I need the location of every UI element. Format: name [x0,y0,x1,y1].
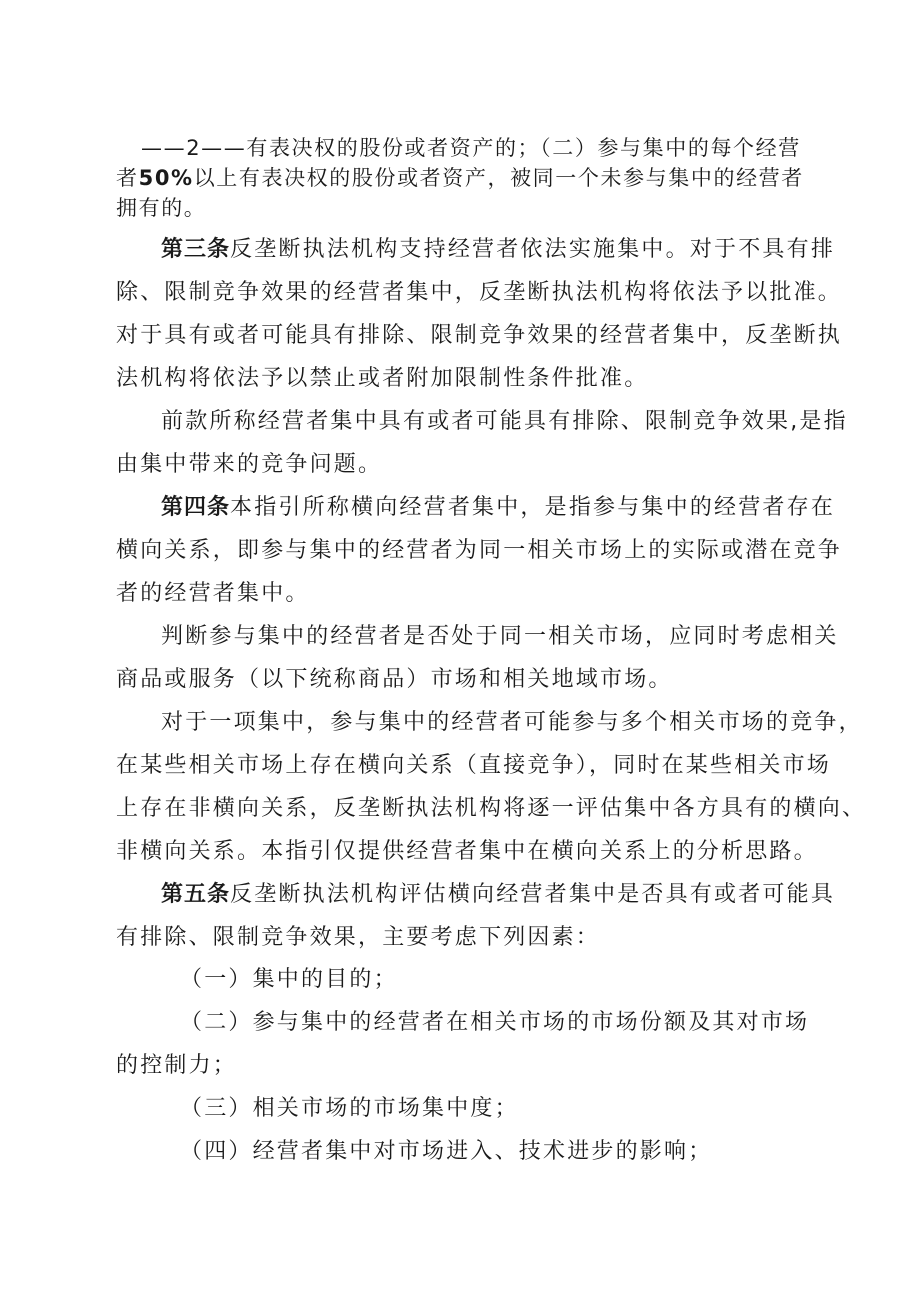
article-5-paragraph [116,873,836,959]
article-number: 第三条 [161,237,231,262]
text-line: （四）经营者集中对市场进入、技术进步的影响； [180,1139,713,1164]
text-line: 前款所称经营者集中具有或者可能具有排除、限制竞争效果,是指 [161,409,848,434]
text-line: 的控制力； [116,1053,238,1078]
list-item [116,1001,816,1087]
text-line: 除、限制竞争效果的经营者集中，反垄断执法机构将依法予以批准。 [116,280,843,305]
paragraph [116,400,848,486]
bold-percentage: 50% [138,166,194,190]
text-run: 本指引所称横向经营者集中，是指参与集中的经营者存在 [230,495,836,520]
text-line: （三）相关市场的市场集中度； [180,1096,519,1121]
text-line: （一）集中的目的； [180,967,398,992]
text-line: 有排除、限制竞争效果，主要考虑下列因素： [116,925,601,950]
paragraph [116,615,839,701]
text-line: 非横向关系。本指引仅提供经营者集中在横向关系上的分析思路。 [116,839,818,864]
paragraph [116,701,867,873]
text-line: 商品或服务（以下统称商品）市场和相关地域市场。 [116,667,673,692]
text-line: 横向关系，即参与集中的经营者为同一相关市场上的实际或潜在竞争 [116,538,843,563]
list-item [116,1130,816,1173]
text-line: （二）参与集中的经营者在相关市场的市场份额及其对市场 [180,1010,810,1035]
text-run: 以上有表决权的股份或者资产，被同一个未参与集中的经营者 [193,166,804,190]
text-run: 反垄断执法机构评估横向经营者集中是否具有或者可能具 [230,882,836,907]
text-line: 者的经营者集中。 [116,581,310,606]
text-line [116,873,836,916]
text-line [116,163,816,193]
text-line: 拥有的。 [116,196,207,220]
text-line: 判断参与集中的经营者是否处于同一相关市场，应同时考虑相关 [161,624,839,649]
text-line [116,228,836,271]
text-line: ——2——有表决权的股份或者资产的；（二）参与集中的每个经营 [141,136,801,160]
text-line: 在某些相关市场上存在横向关系（直接竞争），同时在某些相关市场 [116,753,832,778]
text-line [116,486,836,529]
article-number: 第四条 [161,495,231,520]
text-run: 反垄断执法机构支持经营者依法实施集中。对于不具有排 [230,237,836,262]
text-run: 者 [116,166,139,190]
list-item [116,1087,816,1130]
text-line: 对于具有或者可能具有排除、限制竞争效果的经营者集中，反垄断执 [116,323,843,348]
article-number: 第五条 [161,882,231,907]
paragraph-continuation [116,133,816,223]
text-line: 法机构将依法予以禁止或者附加限制性条件批准。 [116,366,649,391]
text-line: 由集中带来的竞争问题。 [116,452,383,477]
article-3-paragraph [116,228,843,400]
text-line: 上存在非横向关系，反垄断执法机构将逐一评估集中各方具有的横向、 [116,796,867,821]
list-item [116,958,816,1001]
article-4-paragraph [116,486,843,615]
text-line: 对于一项集中，参与集中的经营者可能参与多个相关市场的竞争， [161,710,863,735]
